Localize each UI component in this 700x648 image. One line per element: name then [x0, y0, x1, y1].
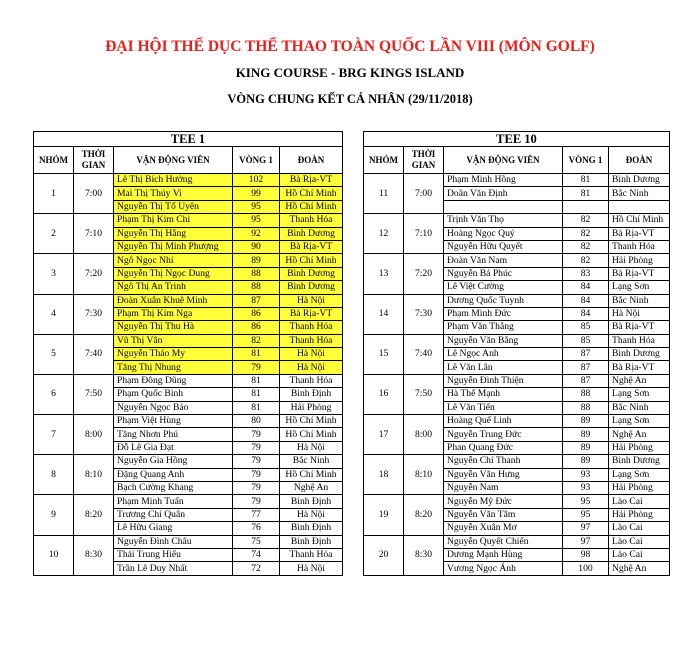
team-name: Lạng Sơn [609, 281, 670, 294]
athlete-name: Ngô Ngọc Nhi [114, 254, 233, 267]
round1-score: 89 [233, 254, 280, 267]
round1-score: 84 [563, 294, 609, 307]
round1-score: 79 [233, 455, 280, 468]
team-name: Bình Định [280, 535, 343, 548]
player-row [34, 455, 343, 468]
tee1-body [34, 174, 343, 576]
team-name: Thanh Hóa [609, 240, 670, 253]
col-round1: VÒNG 1 [563, 147, 609, 174]
round1-score: 81 [233, 388, 280, 401]
tee-time: 7:10 [404, 214, 444, 254]
tee10-table [363, 131, 670, 576]
team-name: Bình Dương [280, 267, 343, 280]
round1-score: 89 [563, 428, 609, 441]
tee-time: 8:30 [404, 535, 444, 575]
round1-score: 79 [233, 441, 280, 454]
round1-score: 81 [233, 348, 280, 361]
team-name: Hải Phòng [609, 441, 670, 454]
team-name: Hồ Chí Minh [280, 415, 343, 428]
player-row [34, 254, 343, 267]
col-group: NHÓM [34, 147, 74, 174]
athlete-name: Nguyễn Văn Bằng [444, 334, 563, 347]
team-name: Lào Cai [609, 535, 670, 548]
round1-score: 81 [233, 374, 280, 387]
round1-score: 72 [233, 562, 280, 575]
round1-score: 82 [563, 254, 609, 267]
round1-score: 85 [563, 334, 609, 347]
team-name: Bình Dương [280, 281, 343, 294]
athlete-name: Nguyễn Mỹ Đức [444, 495, 563, 508]
round1-score: 95 [233, 200, 280, 213]
team-name: Bình Dương [609, 348, 670, 361]
round1-score: 100 [563, 562, 609, 575]
team-name: Thanh Hóa [280, 214, 343, 227]
athlete-name: Nguyễn Đình Châu [114, 535, 233, 548]
round1-score: 81 [563, 187, 609, 200]
team-name: Bình Dương [280, 227, 343, 240]
col-time: THỜI GIAN [404, 147, 444, 174]
team-name: Bắc Ninh [609, 401, 670, 414]
athlete-name: Hà Thế Mạnh [444, 388, 563, 401]
round1-score: 99 [233, 187, 280, 200]
athlete-name: Hoàng Quế Linh [444, 415, 563, 428]
athlete-name: Phạm Minh Tuấn [114, 495, 233, 508]
athlete-name [444, 200, 563, 213]
team-name: Hải Phòng [609, 481, 670, 494]
round1-score: 97 [563, 535, 609, 548]
round1-score: 79 [233, 468, 280, 481]
player-row [364, 254, 670, 267]
team-name: Hà Nội [609, 307, 670, 320]
group-number: 5 [34, 334, 74, 374]
round1-score: 79 [233, 495, 280, 508]
athlete-name: Nguyễn Đình Thiện [444, 374, 563, 387]
round1-score: 90 [233, 240, 280, 253]
group-number: 14 [364, 294, 404, 334]
athlete-name: Lê Ngọc Anh [444, 348, 563, 361]
athlete-name: Ngô Thị An Trinh [114, 281, 233, 294]
group-number: 9 [34, 495, 74, 535]
tee-time: 7:20 [74, 254, 114, 294]
player-row [364, 374, 670, 387]
team-name: Bà Rịa-VT [609, 321, 670, 334]
round1-score: 81 [233, 401, 280, 414]
athlete-name: Dương Quốc Tuynh [444, 294, 563, 307]
tee-time: 8:10 [404, 455, 444, 495]
team-name: Hồ Chí Minh [280, 468, 343, 481]
group-number: 17 [364, 415, 404, 455]
player-row [364, 334, 670, 347]
athlete-name: Phạm Việt Hùng [114, 415, 233, 428]
player-row [34, 294, 343, 307]
player-row [34, 415, 343, 428]
group-number: 4 [34, 294, 74, 334]
team-name: Bình Định [280, 388, 343, 401]
round1-score: 95 [233, 214, 280, 227]
athlete-name: Tăng Nhơn Phú [114, 428, 233, 441]
player-row [34, 535, 343, 548]
tee-time: 7:30 [74, 294, 114, 334]
round1-score: 102 [233, 174, 280, 187]
athlete-name: Nguyễn Hữu Quyết [444, 240, 563, 253]
group-number: 6 [34, 374, 74, 414]
team-name: Bình Định [280, 522, 343, 535]
team-name: Bà Rịa-VT [609, 267, 670, 280]
athlete-name: Đỗ Lê Gia Đạt [114, 441, 233, 454]
athlete-name: Nguyễn Quyết Chiến [444, 535, 563, 548]
group-number: 12 [364, 214, 404, 254]
col-athlete: VẬN ĐỘNG VIÊN [114, 147, 233, 174]
athlete-name: Dương Mạnh Hùng [444, 548, 563, 561]
athlete-name: Thái Trung Hiếu [114, 548, 233, 561]
round1-score: 89 [563, 441, 609, 454]
team-name: Bắc Ninh [609, 294, 670, 307]
round1-score: 88 [563, 401, 609, 414]
athlete-name: Phạm Minh Hồng [444, 174, 563, 187]
team-name: Nghệ An [280, 481, 343, 494]
team-name: Hà Nội [280, 508, 343, 521]
player-row [364, 455, 670, 468]
col-round1: VÒNG 1 [233, 147, 280, 174]
athlete-name: Nguyễn Xuân Mơ [444, 522, 563, 535]
round1-score: 82 [233, 334, 280, 347]
tee-time: 7:10 [74, 214, 114, 254]
team-name: Hồ Chí Minh [609, 214, 670, 227]
team-name: Hà Nội [280, 361, 343, 374]
tee-time: 7:40 [404, 334, 444, 374]
player-row [34, 214, 343, 227]
round1-score: 88 [233, 281, 280, 294]
round1-score: 74 [233, 548, 280, 561]
round1-score: 75 [233, 535, 280, 548]
round1-score: 98 [563, 548, 609, 561]
team-name: Hà Nội [280, 562, 343, 575]
team-name: Lạng Sơn [609, 388, 670, 401]
player-row [364, 294, 670, 307]
group-number: 11 [364, 174, 404, 214]
athlete-name: Nguyễn Gia Hồng [114, 455, 233, 468]
team-name: Hà Nội [280, 348, 343, 361]
team-name: Bà Rịa-VT [609, 361, 670, 374]
round1-score: 79 [233, 481, 280, 494]
group-number: 13 [364, 254, 404, 294]
round1-score: 93 [563, 468, 609, 481]
round1-score: 89 [563, 415, 609, 428]
team-name: Thanh Hóa [280, 321, 343, 334]
athlete-name: Nguyễn Thảo My [114, 348, 233, 361]
team-name: Bà Rịa-VT [609, 227, 670, 240]
team-name: Lào Cai [609, 522, 670, 535]
col-team: ĐOÀN [280, 147, 343, 174]
athlete-name: Đoàn Văn Nam [444, 254, 563, 267]
tee-time: 8:10 [74, 455, 114, 495]
col-group: NHÓM [364, 147, 404, 174]
athlete-name: Đặng Quang Anh [114, 468, 233, 481]
group-number: 10 [34, 535, 74, 575]
round1-score: 80 [233, 415, 280, 428]
group-number: 2 [34, 214, 74, 254]
group-number: 15 [364, 334, 404, 374]
col-time: THỜI GIAN [74, 147, 114, 174]
player-row [34, 495, 343, 508]
team-name: Bình Định [280, 495, 343, 508]
team-name: Hải Phòng [280, 401, 343, 414]
tee10-title: TEE 10 [364, 132, 670, 147]
round1-score: 89 [563, 455, 609, 468]
athlete-name: Tăng Thị Nhung [114, 361, 233, 374]
player-row [364, 214, 670, 227]
round1-score: 87 [563, 374, 609, 387]
group-number: 16 [364, 374, 404, 414]
team-name: Thanh Hóa [280, 548, 343, 561]
athlete-name: Hoàng Ngọc Quý [444, 227, 563, 240]
team-name: Hồ Chí Minh [280, 187, 343, 200]
round1-score: 79 [233, 361, 280, 374]
athlete-name: Phan Quang Đức [444, 441, 563, 454]
athlete-name: Lê Văn Lân [444, 361, 563, 374]
tee-time: 7:50 [404, 374, 444, 414]
team-name: Hồ Chí Minh [280, 428, 343, 441]
team-name: Bắc Ninh [609, 187, 670, 200]
round1-score: 88 [563, 388, 609, 401]
athlete-name: Nguyễn Trung Đức [444, 428, 563, 441]
tee-time: 7:00 [74, 174, 114, 214]
tee-time: 7:00 [404, 174, 444, 214]
athlete-name: Nguyễn Văn Tâm [444, 508, 563, 521]
team-name: Bình Dương [609, 455, 670, 468]
team-name: Bà Rịa-VT [280, 174, 343, 187]
col-athlete: VẬN ĐỘNG VIÊN [444, 147, 563, 174]
group-number: 8 [34, 455, 74, 495]
team-name: Bắc Ninh [280, 455, 343, 468]
round1-score: 84 [563, 307, 609, 320]
team-name: Hồ Chí Minh [280, 254, 343, 267]
group-number: 20 [364, 535, 404, 575]
round1-score: 82 [563, 240, 609, 253]
team-name: Bà Rịa-VT [280, 307, 343, 320]
group-number: 18 [364, 455, 404, 495]
team-name: Nghệ An [609, 562, 670, 575]
team-name: Thanh Hóa [609, 334, 670, 347]
round1-score [563, 200, 609, 213]
round1-score: 85 [563, 321, 609, 334]
team-name [609, 200, 670, 213]
round-title: VÒNG CHUNG KẾT CÁ NHÂN (29/11/2018) [227, 92, 473, 106]
round1-score: 82 [563, 227, 609, 240]
athlete-name: Đoàn Xuân Khuê Minh [114, 294, 233, 307]
group-number: 7 [34, 415, 74, 455]
athlete-name: Nguyễn Thị Hằng [114, 227, 233, 240]
tee-time: 7:50 [74, 374, 114, 414]
team-name: Lạng Sơn [609, 415, 670, 428]
team-name: Lào Cai [609, 495, 670, 508]
tee1-table [33, 131, 343, 576]
team-name: Hải Phòng [609, 508, 670, 521]
round1-score: 76 [233, 522, 280, 535]
tee10-body [364, 174, 670, 576]
athlete-name: Trịnh Văn Thọ [444, 214, 563, 227]
player-row [364, 174, 670, 187]
athlete-name: Mai Thị Thúy Vi [114, 187, 233, 200]
team-name: Bình Dương [609, 174, 670, 187]
round1-score: 86 [233, 307, 280, 320]
tee-time: 8:00 [74, 415, 114, 455]
athlete-name: Nguyễn Chí Thanh [444, 455, 563, 468]
team-name: Hồ Chí Minh [280, 200, 343, 213]
athlete-name: Nguyễn Thị Tố Uyên [114, 200, 233, 213]
group-number: 19 [364, 495, 404, 535]
round1-score: 79 [233, 428, 280, 441]
group-number: 3 [34, 254, 74, 294]
team-name: Bà Rịa-VT [280, 240, 343, 253]
tee-time: 7:40 [74, 334, 114, 374]
round1-score: 95 [563, 495, 609, 508]
round1-score: 88 [233, 267, 280, 280]
round1-score: 81 [563, 174, 609, 187]
round1-score: 87 [563, 361, 609, 374]
round1-score: 87 [233, 294, 280, 307]
round1-score: 84 [563, 281, 609, 294]
team-name: Nghệ An [609, 374, 670, 387]
athlete-name: Nguyễn Thị Minh Phượng [114, 240, 233, 253]
athlete-name: Lê Việt Cường [444, 281, 563, 294]
player-row [34, 334, 343, 347]
athlete-name: Lê Hữu Giang [114, 522, 233, 535]
team-name: Hà Nội [280, 441, 343, 454]
athlete-name: Nguyễn Bá Phúc [444, 267, 563, 280]
group-number: 1 [34, 174, 74, 214]
athlete-name: Phạm Văn Thắng [444, 321, 563, 334]
team-name: Thanh Hóa [280, 374, 343, 387]
athlete-name: Vũ Thị Vân [114, 334, 233, 347]
round1-score: 92 [233, 227, 280, 240]
tee-time: 8:20 [74, 495, 114, 535]
athlete-name: Trương Chí Quân [114, 508, 233, 521]
col-team: ĐOÀN [609, 147, 670, 174]
athlete-name: Nguyễn Thị Thu Hà [114, 321, 233, 334]
tee1-title: TEE 1 [34, 132, 343, 147]
round1-score: 77 [233, 508, 280, 521]
team-name: Hà Nội [280, 294, 343, 307]
athlete-name: Phạm Thị Kim Nga [114, 307, 233, 320]
athlete-name: Bạch Cường Khang [114, 481, 233, 494]
team-name: Hải Phòng [609, 254, 670, 267]
player-row [364, 535, 670, 548]
athlete-name: Vương Ngọc Ánh [444, 562, 563, 575]
event-title: ĐẠI HỘI THỂ DỤC THỂ THAO TOÀN QUỐC LẦN VIII (MÔN GOLF) [105, 38, 595, 55]
team-name: Lạng Sơn [609, 468, 670, 481]
round1-score: 83 [563, 267, 609, 280]
athlete-name: Doãn Văn Định [444, 187, 563, 200]
player-row [34, 174, 343, 187]
player-row [34, 374, 343, 387]
athlete-name: Phạm Quốc Bình [114, 388, 233, 401]
athlete-name: Lê Thị Bích Hường [114, 174, 233, 187]
athlete-name: Phạm Đông Dũng [114, 374, 233, 387]
tee-time: 8:00 [404, 415, 444, 455]
player-row [364, 495, 670, 508]
athlete-name: Lê Văn Tiến [444, 401, 563, 414]
player-row [364, 415, 670, 428]
team-name: Thanh Hóa [280, 334, 343, 347]
athlete-name: Nguyễn Thị Ngọc Dung [114, 267, 233, 280]
athlete-name: Nguyễn Nam [444, 481, 563, 494]
round1-score: 97 [563, 522, 609, 535]
round1-score: 95 [563, 508, 609, 521]
course-name: KING COURSE - BRG KINGS ISLAND [235, 65, 465, 80]
tee-time: 8:20 [404, 495, 444, 535]
team-name: Nghệ An [609, 428, 670, 441]
round1-score: 86 [233, 321, 280, 334]
athlete-name: Nguyễn Văn Hưng [444, 468, 563, 481]
round1-score: 87 [563, 348, 609, 361]
tee-time: 8:30 [74, 535, 114, 575]
athlete-name: Nguyễn Ngọc Bảo [114, 401, 233, 414]
athlete-name: Phạm Minh Đức [444, 307, 563, 320]
round1-score: 82 [563, 214, 609, 227]
athlete-name: Trần Lê Duy Nhất [114, 562, 233, 575]
team-name: Lào Cai [609, 548, 670, 561]
athlete-name: Phạm Thị Kim Chi [114, 214, 233, 227]
tee-time: 7:30 [404, 294, 444, 334]
round1-score: 93 [563, 481, 609, 494]
tee-time: 7:20 [404, 254, 444, 294]
